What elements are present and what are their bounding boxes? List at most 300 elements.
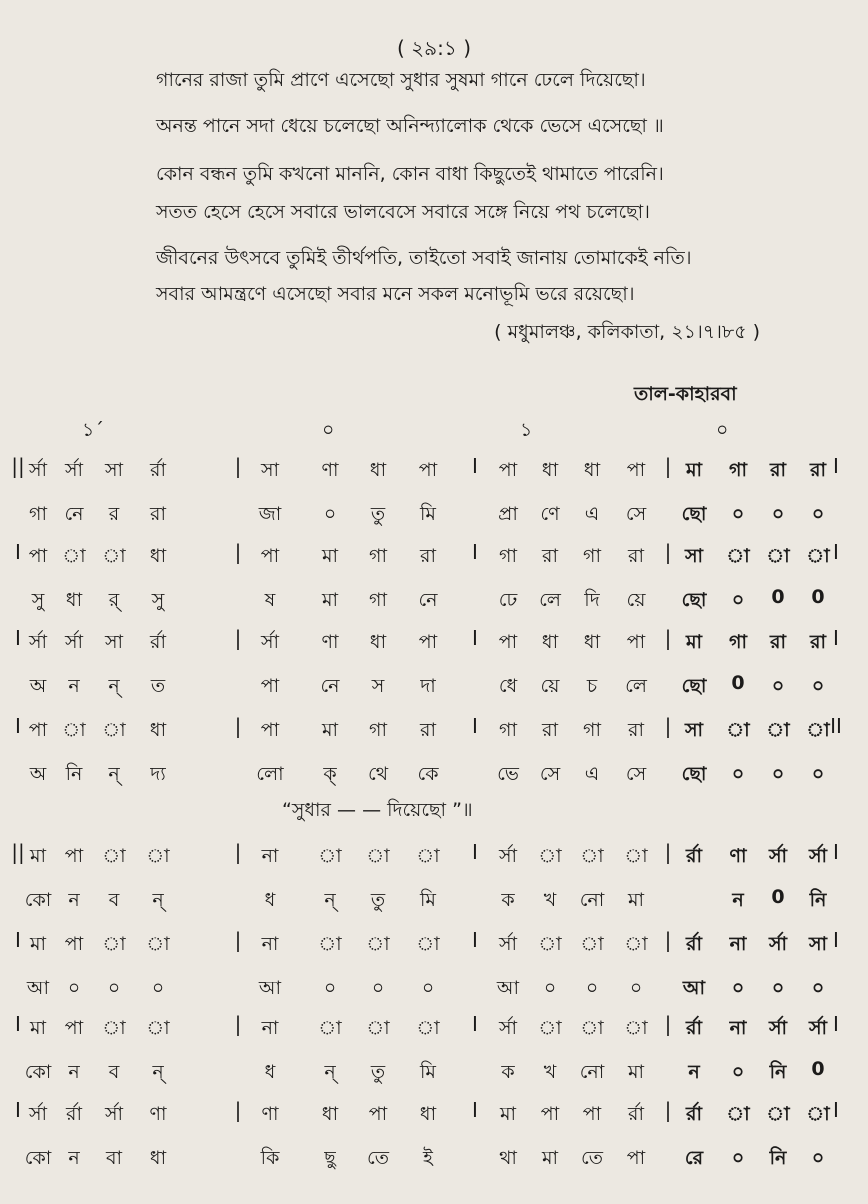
lyric-syllable: ০	[771, 675, 785, 697]
lyric-syllable: ০	[731, 589, 745, 611]
lyric-syllable: জা	[258, 503, 282, 525]
lyric-syllable: পা	[260, 675, 280, 697]
swara-note: গা	[369, 719, 387, 741]
swara-note: সা	[684, 545, 704, 567]
lyric-syllable: ০	[771, 763, 785, 785]
swara-note: পা	[498, 631, 518, 653]
lyric-syllable: আ	[682, 977, 706, 999]
lyric-syllable: বা	[105, 1147, 123, 1169]
swara-note: র্রা	[628, 1103, 644, 1125]
lyric-syllable: সে	[539, 763, 561, 785]
beat-mark-3: ১	[520, 419, 533, 441]
bar-line: ||	[11, 454, 25, 478]
swara-note: মা	[321, 545, 339, 567]
lyric-line-5: জীবনের উৎসবে তুমিই তীর্থপতি, তাইতো সবাই জানায় তোমাকেই নতি।	[156, 247, 692, 269]
lyric-line-1: গানের রাজা তুমি প্রাণে এসেছো সুধার সুষমা গানে ঢেলে দিয়েছো।	[156, 69, 646, 91]
swara-note: ধা	[583, 631, 601, 653]
bar-line: I	[15, 540, 21, 564]
lyric-syllable: সে	[625, 763, 647, 785]
lyric-syllable: ছো	[681, 763, 707, 785]
swara-note: ধা	[541, 631, 559, 653]
swara-note: ধা	[583, 459, 601, 481]
swara-note: র্সা	[768, 845, 788, 867]
lyric-syllable: ০	[771, 977, 785, 999]
lyric-syllable: ন্	[324, 889, 336, 911]
lyric-syllable: 0	[771, 586, 785, 608]
lyric-syllable: কি	[260, 1147, 280, 1169]
swara-note: পা	[626, 631, 646, 653]
swara-note: া	[806, 719, 830, 741]
swara-note: া	[766, 1103, 790, 1125]
swara-note: রা	[420, 719, 436, 741]
lyric-syllable: র	[108, 503, 120, 525]
page-number: ( ২৯:১ )	[396, 36, 472, 60]
swara-note: সা	[808, 933, 828, 955]
swara-note: া	[580, 933, 604, 955]
swara-note: মা	[29, 933, 47, 955]
swara-note: া	[318, 845, 342, 867]
lyric-syllable: ০	[371, 977, 385, 999]
lyric-syllable: নে	[418, 589, 438, 611]
swara-note: া	[806, 1103, 830, 1125]
lyric-syllable: ছো	[681, 675, 707, 697]
swara-note: া	[62, 545, 86, 567]
swara-note: া	[318, 933, 342, 955]
lyric-syllable: ধে	[498, 675, 518, 697]
lyric-syllable: মি	[420, 1061, 436, 1083]
lyric-syllable: ছো	[681, 503, 707, 525]
swara-note: া	[366, 933, 390, 955]
lyric-syllable: নি	[769, 1061, 787, 1083]
lyric-syllable: খ	[543, 1061, 557, 1083]
swara-note: া	[726, 1103, 750, 1125]
swara-note: া	[62, 719, 86, 741]
lyric-syllable: দি	[584, 589, 600, 611]
lyric-syllable: ন্	[108, 675, 120, 697]
source-citation: ( মধুমালঞ্চ, কলিকাতা, ২১।৭।৮৫ )	[494, 321, 760, 343]
lyric-syllable: নে	[64, 503, 84, 525]
swara-note: না	[261, 1017, 279, 1039]
lyric-line-6: সবার আমন্ত্রণে এসেছো সবার মনে সকল মনোভূমি ভরে রয়েছো।	[156, 283, 635, 305]
swara-note: ধা	[149, 719, 167, 741]
swara-note: পা	[64, 1017, 84, 1039]
lyric-syllable: রে	[684, 1147, 704, 1169]
lyric-syllable: আ	[26, 977, 50, 999]
lyric-syllable: লে	[539, 589, 561, 611]
swara-note: ণা	[149, 1103, 167, 1125]
swara-note: ধা	[419, 1103, 437, 1125]
swara-note: রা	[542, 545, 558, 567]
bar-line: I	[472, 1098, 478, 1122]
lyric-syllable: ন্	[324, 1061, 336, 1083]
lyric-line-2: অনন্ত পানে সদা ধেয়ে চলেছো অনিন্দ্যালোক থেকে ভেসে এসেছো ॥	[156, 115, 664, 137]
lyric-syllable: নে	[320, 675, 340, 697]
lyric-syllable: ই	[423, 1147, 433, 1169]
lyric-syllable: থা	[499, 1147, 517, 1169]
lyric-syllable: পা	[626, 1147, 646, 1169]
swara-note: া	[102, 545, 126, 567]
swara-note: গা	[499, 545, 517, 567]
lyric-syllable: ন	[68, 889, 80, 911]
lyric-syllable: ব	[108, 1061, 120, 1083]
lyric-syllable: ০	[771, 503, 785, 525]
lyric-syllable: গা	[29, 503, 47, 525]
lyric-syllable: ন	[732, 889, 744, 911]
lyric-syllable: ০	[629, 977, 643, 999]
bar-line: II	[830, 714, 842, 738]
lyric-syllable: দা	[420, 675, 436, 697]
swara-note: ণা	[321, 631, 339, 653]
swara-note: রা	[542, 719, 558, 741]
lyric-syllable: ত	[150, 675, 166, 697]
lyric-syllable: ধা	[149, 1147, 167, 1169]
swara-note: র্রা	[686, 845, 702, 867]
bar-line: |	[664, 928, 672, 952]
lyric-syllable: সে	[625, 503, 647, 525]
bar-line: I	[15, 714, 21, 738]
swara-note: পা	[418, 459, 438, 481]
swara-note: রা	[770, 631, 786, 653]
swara-note: পা	[260, 719, 280, 741]
swara-note: না	[261, 845, 279, 867]
lyric-syllable: ০	[731, 763, 745, 785]
swara-note: মা	[499, 1103, 517, 1125]
swara-note: সা	[104, 459, 124, 481]
bar-line: I	[15, 626, 21, 650]
bar-line: |	[234, 714, 242, 738]
bar-line: |	[664, 454, 672, 478]
lyric-syllable: তু	[370, 1061, 386, 1083]
lyric-syllable: ০	[543, 977, 557, 999]
swara-note: গা	[729, 459, 747, 481]
lyric-syllable: 0	[731, 672, 745, 694]
lyric-syllable: অ	[29, 675, 47, 697]
bar-line: |	[664, 540, 672, 564]
swara-note: া	[580, 1017, 604, 1039]
bar-line: |	[664, 714, 672, 738]
lyric-syllable: লে	[625, 675, 647, 697]
swara-note: র্সা	[260, 631, 280, 653]
swara-note: পা	[28, 719, 48, 741]
swara-note: া	[416, 845, 440, 867]
lyric-syllable: ন্	[152, 889, 164, 911]
bar-line: I	[472, 454, 478, 478]
swara-note: া	[102, 845, 126, 867]
swara-note: মা	[321, 719, 339, 741]
swara-note: া	[726, 719, 750, 741]
swara-note: রা	[810, 459, 826, 481]
lyric-syllable: মি	[420, 889, 436, 911]
lyric-syllable: ষ	[264, 589, 276, 611]
swara-note: না	[729, 1017, 747, 1039]
swara-note: রা	[810, 631, 826, 653]
swara-note: সা	[104, 631, 124, 653]
swara-note: ধা	[149, 545, 167, 567]
lyric-syllable: ক্	[323, 763, 337, 785]
lyric-syllable: প্রা	[498, 503, 518, 525]
lyric-syllable: ন্	[108, 763, 120, 785]
swara-note: গা	[583, 719, 601, 741]
swara-note: র্সা	[64, 459, 84, 481]
bar-line: |	[664, 1098, 672, 1122]
lyric-syllable: এ	[584, 763, 600, 785]
lyric-syllable: আ	[496, 977, 520, 999]
swara-note: সা	[684, 719, 704, 741]
lyric-syllable: ০	[421, 977, 435, 999]
lyric-syllable: ন	[68, 1147, 80, 1169]
bar-line: |	[234, 840, 242, 864]
swara-note: া	[366, 845, 390, 867]
bar-line: I	[472, 540, 478, 564]
lyric-syllable: য়ে	[540, 675, 560, 697]
lyric-syllable: এ	[584, 503, 600, 525]
lyric-syllable: নো	[579, 1061, 605, 1083]
tal-label: তাল-কাহারবা	[634, 383, 737, 405]
lyric-syllable: গা	[369, 589, 387, 611]
lyric-syllable: ০	[323, 977, 337, 999]
swara-note: পা	[28, 545, 48, 567]
swara-note: া	[146, 1017, 170, 1039]
lyric-syllable: 0	[811, 1058, 825, 1080]
lyric-syllable: তে	[367, 1147, 389, 1169]
lyric-syllable: খ	[543, 889, 557, 911]
lyric-syllable: নি	[809, 889, 827, 911]
bar-line: I	[472, 626, 478, 650]
swara-note: র্সা	[104, 1103, 124, 1125]
bar-line: I	[833, 1098, 839, 1122]
lyric-syllable: ০	[151, 977, 165, 999]
lyric-syllable: ০	[731, 977, 745, 999]
swara-note: া	[580, 845, 604, 867]
bar-line: I	[472, 1012, 478, 1036]
lyric-syllable: রা	[150, 503, 166, 525]
bar-line: |	[664, 626, 672, 650]
swara-note: ণা	[321, 459, 339, 481]
lyric-syllable: ক	[501, 1061, 515, 1083]
swara-note: মা	[685, 459, 703, 481]
bar-line: I	[15, 1098, 21, 1122]
bar-line: I	[472, 714, 478, 738]
lyric-syllable: চ	[586, 675, 598, 697]
lyric-syllable: ০	[67, 977, 81, 999]
swara-note: র্সা	[28, 459, 48, 481]
bar-line: I	[472, 840, 478, 864]
lyric-syllable: ন্	[152, 1061, 164, 1083]
swara-note: পা	[582, 1103, 602, 1125]
bar-line: I	[833, 454, 839, 478]
swara-note: র্সা	[808, 1017, 828, 1039]
lyric-syllable: নি	[769, 1147, 787, 1169]
lyric-syllable: ঢে	[498, 589, 518, 611]
swara-note: া	[366, 1017, 390, 1039]
swara-note: া	[806, 545, 830, 567]
bar-line: I	[15, 928, 21, 952]
swara-note: া	[624, 1017, 648, 1039]
bar-line: I	[833, 840, 839, 864]
lyric-syllable: ০	[811, 503, 825, 525]
lyric-line-4: সতত হেসে হেসে সবারে ভালবেসে সবারে সঙ্গে নিয়ে পথ চলেছো।	[156, 201, 650, 223]
swara-note: মা	[29, 1017, 47, 1039]
swara-note: া	[624, 933, 648, 955]
swara-note: পা	[64, 933, 84, 955]
swara-note: র্রা	[150, 631, 166, 653]
lyric-syllable: ন	[68, 675, 80, 697]
swara-note: ণা	[261, 1103, 279, 1125]
lyric-syllable: মি	[420, 503, 436, 525]
swara-note: না	[729, 933, 747, 955]
swara-note: গা	[729, 631, 747, 653]
swara-note: না	[261, 933, 279, 955]
lyric-syllable: ন	[68, 1061, 80, 1083]
beat-mark-1: ১´	[82, 419, 104, 441]
bar-line: |	[234, 928, 242, 952]
swara-note: া	[416, 1017, 440, 1039]
bar-line: I	[833, 1012, 839, 1036]
lyric-syllable: ক	[501, 889, 515, 911]
swara-note: র্রা	[686, 933, 702, 955]
lyric-syllable: মা	[627, 1061, 645, 1083]
lyric-syllable: ০	[107, 977, 121, 999]
refrain-line: “সুধার — — দিয়েছো ”॥	[282, 799, 473, 821]
lyric-syllable: ছু	[324, 1147, 336, 1169]
swara-note: ণা	[729, 845, 747, 867]
swara-note: র্সা	[28, 1103, 48, 1125]
lyric-syllable: ধ	[264, 889, 276, 911]
swara-note: গা	[369, 545, 387, 567]
swara-note: া	[538, 1017, 562, 1039]
bar-line: |	[234, 540, 242, 564]
swara-note: ধা	[369, 459, 387, 481]
bar-line: |	[664, 1012, 672, 1036]
swara-note: ধা	[321, 1103, 339, 1125]
swara-note: পা	[64, 845, 84, 867]
lyric-syllable: সু	[151, 589, 165, 611]
lyric-syllable: ধ	[264, 1061, 276, 1083]
swara-note: রা	[628, 719, 644, 741]
lyric-syllable: অ	[29, 763, 47, 785]
swara-note: র্সা	[768, 1017, 788, 1039]
swara-note: র্রা	[150, 459, 166, 481]
bar-line: ||	[11, 840, 25, 864]
swara-note: ধা	[369, 631, 387, 653]
lyric-syllable: সু	[31, 589, 45, 611]
beat-mark-2: ০	[322, 419, 335, 441]
lyric-syllable: স	[371, 675, 385, 697]
lyric-syllable: কো	[24, 889, 52, 911]
bar-line: I	[833, 540, 839, 564]
swara-note: মা	[29, 845, 47, 867]
swara-note: রা	[628, 545, 644, 567]
swara-note: মা	[685, 631, 703, 653]
lyric-syllable: কে	[417, 763, 439, 785]
lyric-syllable: লো	[256, 763, 284, 785]
swara-note: া	[538, 845, 562, 867]
swara-note: পা	[626, 459, 646, 481]
swara-note: রা	[770, 459, 786, 481]
bar-line: I	[833, 626, 839, 650]
swara-note: া	[102, 1017, 126, 1039]
lyric-syllable: তু	[370, 889, 386, 911]
swara-note: র্সা	[768, 933, 788, 955]
bar-line: |	[234, 1098, 242, 1122]
lyric-syllable: কো	[24, 1147, 52, 1169]
bar-line: |	[664, 840, 672, 864]
swara-note: ধা	[541, 459, 559, 481]
swara-note: র্সা	[808, 845, 828, 867]
swara-note: া	[538, 933, 562, 955]
swara-note: সা	[260, 459, 280, 481]
swara-note: া	[624, 845, 648, 867]
lyric-syllable: নো	[579, 889, 605, 911]
lyric-syllable: ধা	[65, 589, 83, 611]
lyric-syllable: 0	[811, 586, 825, 608]
swara-note: র্সা	[498, 845, 518, 867]
swara-note: র্রা	[686, 1103, 702, 1125]
swara-note: র্সা	[28, 631, 48, 653]
beat-mark-4: ০	[716, 419, 729, 441]
bar-line: |	[234, 1012, 242, 1036]
swara-note: া	[146, 845, 170, 867]
lyric-syllable: ০	[811, 763, 825, 785]
swara-note: া	[726, 545, 750, 567]
swara-note: গা	[583, 545, 601, 567]
swara-note: র্সা	[498, 1017, 518, 1039]
lyric-syllable: মা	[627, 889, 645, 911]
lyric-syllable: তু	[370, 503, 386, 525]
swara-note: পা	[368, 1103, 388, 1125]
lyric-syllable: ভে	[497, 763, 519, 785]
bar-line: I	[15, 1012, 21, 1036]
lyric-syllable: থে	[367, 763, 389, 785]
swara-note: া	[416, 933, 440, 955]
lyric-syllable: দ্য	[150, 763, 166, 785]
lyric-syllable: মা	[321, 589, 339, 611]
lyric-syllable: 0	[771, 886, 785, 908]
lyric-syllable: আ	[258, 977, 282, 999]
lyric-syllable: ছো	[681, 589, 707, 611]
bar-line: I	[833, 928, 839, 952]
lyric-syllable: ব	[108, 889, 120, 911]
lyric-syllable: ০	[731, 1061, 745, 1083]
swara-note: া	[766, 545, 790, 567]
bar-line: |	[234, 626, 242, 650]
lyric-syllable: ০	[731, 1147, 745, 1169]
swara-note: র্সা	[64, 631, 84, 653]
swara-note: র্রা	[66, 1103, 82, 1125]
lyric-syllable: ০	[811, 1147, 825, 1169]
lyric-syllable: কো	[24, 1061, 52, 1083]
bar-line: |	[234, 454, 242, 478]
lyric-syllable: য়ে	[626, 589, 646, 611]
swara-note: গা	[499, 719, 517, 741]
lyric-syllable: তে	[581, 1147, 603, 1169]
lyric-syllable: ন	[688, 1061, 700, 1083]
swara-note: পা	[540, 1103, 560, 1125]
swara-note: া	[102, 933, 126, 955]
swara-note: া	[318, 1017, 342, 1039]
swara-note: র্সা	[498, 933, 518, 955]
swara-note: র্রা	[686, 1017, 702, 1039]
swara-note: া	[146, 933, 170, 955]
swara-note: া	[766, 719, 790, 741]
lyric-syllable: ০	[811, 977, 825, 999]
lyric-syllable: মা	[541, 1147, 559, 1169]
lyric-syllable: ০	[323, 503, 337, 525]
lyric-syllable: ০	[585, 977, 599, 999]
swara-note: া	[102, 719, 126, 741]
swara-note: পা	[498, 459, 518, 481]
lyric-syllable: ণে	[540, 503, 560, 525]
